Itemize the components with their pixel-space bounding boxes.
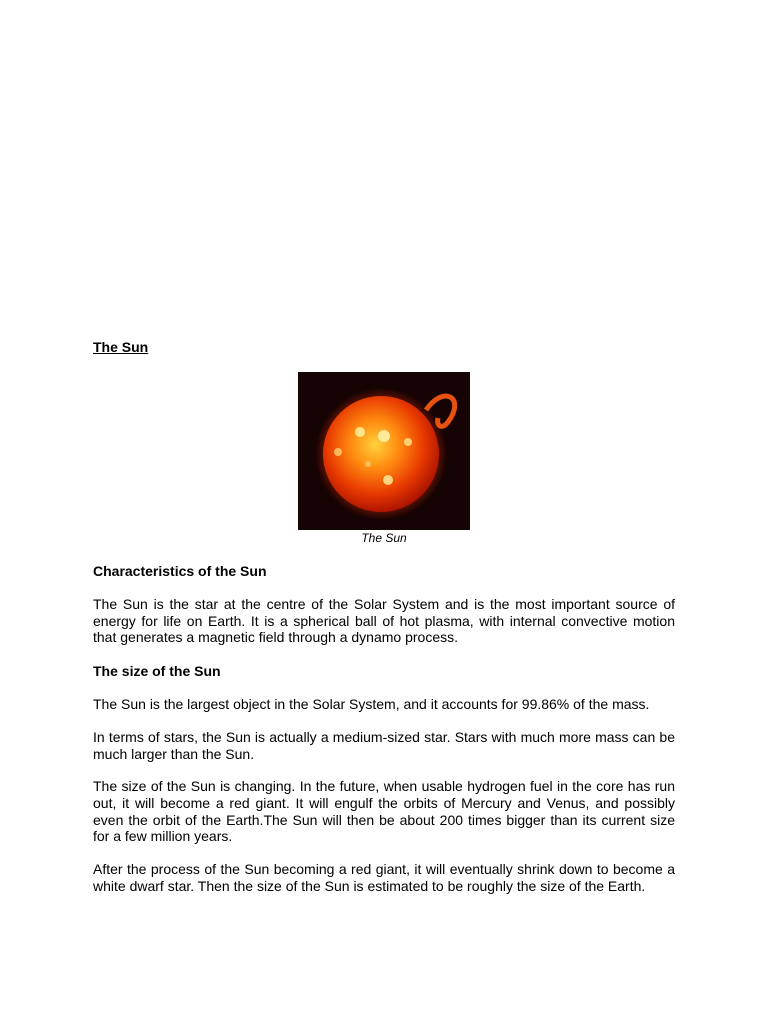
section-heading-characteristics: Characteristics of the Sun: [93, 563, 267, 579]
sun-photo-icon: [298, 372, 470, 530]
paragraph: In terms of stars, the Sun is actually a medium-sized star. Stars with much more mass can be much larger than the Sun.: [93, 728, 675, 762]
figure-caption: The Sun: [361, 531, 407, 545]
paragraph: After the process of the Sun becoming a red giant, it will eventually shrink down to become a white dwarf star. Then the size of the Sun is estimated to be roughly the size of the Earth.: [93, 861, 675, 894]
document-title: The Sun: [93, 339, 149, 355]
paragraph: The Sun is the star at the centre of the Solar System and is the most important source of energy for life on Earth. It is a spherical ball of hot plasma, with internal convective motion that generates a magnetic field through a dynamo process.: [93, 596, 675, 646]
paragraph: The size of the Sun is changing. In the future, when usable hydrogen fuel in the core has run out, it will become a red giant. It will engulf the orbits of Mercury and Venus, and possibly even the orbit of the Earth.The Sun will then be about 200 times bigger than its current size for a few million years.: [93, 778, 675, 845]
paragraph: The Sun is the largest object in the Solar System, and it accounts for 99.86% of the mass.: [93, 696, 650, 713]
section-heading-size: The size of the Sun: [93, 663, 221, 680]
sun-figure: [93, 372, 675, 546]
document-page: [93, 339, 675, 894]
